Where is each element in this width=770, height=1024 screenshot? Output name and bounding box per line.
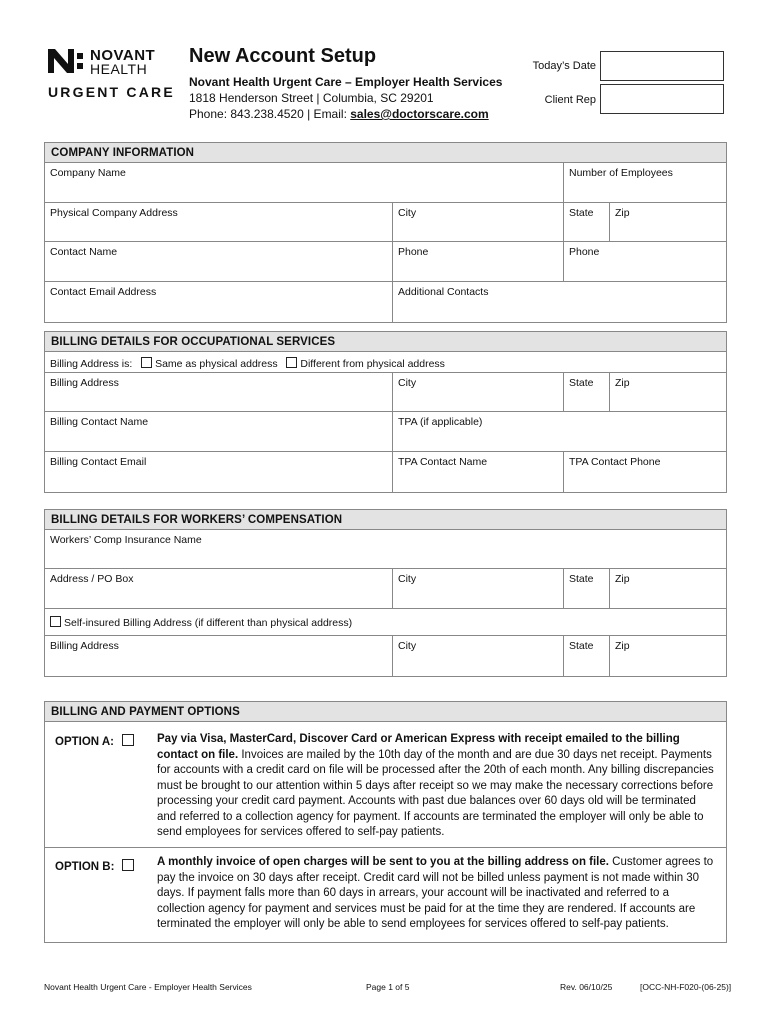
billing-row-3 (45, 452, 726, 492)
company-name-field[interactable] (45, 163, 563, 202)
phone-label: Phone (398, 246, 429, 258)
company-row-3 (45, 242, 726, 282)
self-insured-label: Self-insured Billing Address (if different than physical address) (64, 617, 353, 629)
footer-revision: Rev. 06/10/25 (560, 982, 613, 992)
wc-zip-label: Zip (615, 573, 630, 585)
state-label: State (569, 207, 594, 219)
option-b-bold-text: A monthly invoice of open charges will be sent to you at the billing address on file. (157, 856, 609, 868)
wc-row-2 (45, 569, 726, 609)
billing-city-label: City (398, 377, 417, 389)
phone-2-field[interactable] (563, 242, 726, 281)
option-a-label-group (55, 734, 137, 748)
wc-billing-address-label: Billing Address (50, 640, 119, 652)
billing-row-1 (45, 372, 726, 412)
billing-address-label: Billing Address (50, 377, 119, 389)
wc-billing-state-field[interactable] (563, 636, 609, 676)
billing-workers-comp-section (44, 509, 727, 677)
option-a-body-text: Invoices are mailed by the 10th day of the month and are due 30 days net receipt. Payments for accounts with a credit card on file will be processed after the 20th of each month. Any billing discrepancies must be brought to our attention within 5 days after receipt so we may make the necessary corrections before processing your credit card payment. Accounts with past due balances over 60 days old will be terminated and referred to a collection agency for payment. If accounts are terminated the employer will only be able to send employees for services offered to self-pay patients. (157, 748, 714, 838)
option-b-body-text: Customer agrees to pay the invoice on 30 days after receipt. Credit card will not be billed unless payment is not made within 30 days. If payment falls more than 60 days in arrears, your account will be inactivated and referred to a collection agency for payment and services must be paid for at the time they are rendered. If accounts are terminated the employer will only be able to send employees for services offered to self-pay patients. (157, 856, 714, 930)
zip-label: Zip (615, 207, 630, 219)
tpa-contact-name-label: TPA Contact Name (398, 456, 488, 468)
billing-state-field[interactable] (563, 373, 609, 411)
billing-contact-name-label: Billing Contact Name (50, 416, 149, 428)
wc-address-label: Address / PO Box (50, 573, 134, 585)
option-b-checkbox[interactable] (122, 859, 134, 871)
same-as-physical-label: Same as physical address (155, 358, 278, 370)
option-b-description (157, 855, 716, 933)
billing-contact-name-field[interactable] (45, 412, 392, 451)
option-b-label-group (55, 859, 137, 873)
billing-occupational-section (44, 331, 727, 493)
option-divider (45, 847, 726, 848)
logo-novant-text: NOVANT (90, 47, 156, 64)
city-field[interactable] (392, 203, 563, 241)
wc-row-3 (45, 636, 726, 676)
client-rep-field[interactable] (600, 84, 724, 114)
contact-name-label: Contact Name (50, 246, 118, 258)
option-a-checkbox[interactable] (122, 734, 134, 746)
wc-row-1 (45, 530, 726, 569)
footer-organization: Novant Health Urgent Care - Employer Health Services (44, 982, 252, 992)
billing-state-label: State (569, 377, 594, 389)
organization-subtitle: Novant Health Urgent Care – Employer Health Services (189, 75, 503, 89)
city-label: City (398, 207, 417, 219)
company-information-title: COMPANY INFORMATION (45, 143, 726, 163)
billing-address-field[interactable] (45, 373, 392, 411)
state-field[interactable] (563, 203, 609, 241)
billing-occupational-title: BILLING DETAILS FOR OCCUPATIONAL SERVICES (45, 332, 726, 352)
billing-payment-options-section (44, 701, 727, 943)
wc-billing-zip-label: Zip (615, 640, 630, 652)
number-of-employees-label: Number of Employees (569, 167, 673, 179)
logo-health-text: HEALTH (90, 61, 148, 77)
option-b-label: OPTION B: (55, 861, 115, 873)
wc-zip-field[interactable] (609, 569, 726, 608)
additional-contacts-label: Additional Contacts (398, 286, 489, 298)
logo-urgent-care-text: URGENT CARE (48, 84, 175, 100)
todays-date-field[interactable] (600, 51, 724, 81)
tpa-field[interactable] (392, 412, 726, 451)
billing-zip-label: Zip (615, 377, 630, 389)
novant-n-logo-icon (48, 49, 84, 73)
contact-email-label: Contact Email Address (50, 286, 157, 298)
billing-payment-options-title: BILLING AND PAYMENT OPTIONS (45, 702, 726, 722)
wc-billing-city-label: City (398, 640, 417, 652)
workers-comp-insurance-label: Workers’ Comp Insurance Name (50, 534, 202, 546)
wc-billing-city-field[interactable] (392, 636, 563, 676)
tpa-contact-phone-field[interactable] (563, 452, 726, 492)
different-from-physical-label: Different from physical address (300, 358, 445, 370)
tpa-contact-phone-label: TPA Contact Phone (569, 456, 661, 468)
self-insured-checkbox[interactable] (50, 616, 61, 627)
workers-comp-insurance-field[interactable] (45, 530, 726, 568)
billing-workers-comp-title: BILLING DETAILS FOR WORKERS’ COMPENSATION (45, 510, 726, 530)
zip-field[interactable] (609, 203, 726, 241)
footer-page-number: Page 1 of 5 (366, 982, 410, 992)
physical-address-field[interactable] (45, 203, 392, 241)
organization-address: 1818 Henderson Street | Columbia, SC 29201 (189, 91, 434, 105)
contact-name-field[interactable] (45, 242, 392, 281)
footer-form-code: [OCC-NH-F020-(06-25)] (640, 982, 732, 992)
wc-address-field[interactable] (45, 569, 392, 608)
phone-text: Phone: 843.238.4520 | Email: (189, 107, 351, 121)
option-a-bold-text: Pay via Visa, MasterCard, Discover Card or American Express with receipt emailed to the billing contact on file. (157, 733, 680, 761)
wc-billing-zip-field[interactable] (609, 636, 726, 676)
option-a-label: OPTION A: (55, 736, 114, 748)
billing-row-2 (45, 412, 726, 452)
client-rep-label: Client Rep (544, 94, 596, 106)
contact-email-field[interactable] (45, 282, 392, 322)
company-row-1 (45, 163, 726, 203)
organization-contact (189, 107, 489, 121)
company-information-section (44, 142, 727, 323)
billing-address-is-label: Billing Address is: (50, 358, 133, 370)
wc-city-label: City (398, 573, 417, 585)
wc-state-label: State (569, 573, 594, 585)
option-a-description (157, 732, 716, 841)
phone-field[interactable] (392, 242, 563, 281)
different-from-physical-checkbox[interactable] (286, 357, 297, 368)
physical-address-label: Physical Company Address (50, 207, 178, 219)
billing-address-choice-row (45, 352, 726, 372)
same-as-physical-checkbox[interactable] (141, 357, 152, 368)
wc-city-field[interactable] (392, 569, 563, 608)
company-name-label: Company Name (50, 167, 126, 179)
wc-state-field[interactable] (563, 569, 609, 608)
phone-2-label: Phone (569, 246, 600, 258)
page-title: New Account Setup (189, 45, 377, 67)
billing-contact-email-label: Billing Contact Email (50, 456, 147, 468)
tpa-label: TPA (if applicable) (398, 416, 483, 428)
company-row-4 (45, 282, 726, 322)
billing-contact-email-field[interactable] (45, 452, 392, 492)
email-link[interactable]: sales@doctorscare.com (350, 107, 489, 121)
additional-contacts-field[interactable] (392, 282, 726, 322)
wc-billing-address-field[interactable] (45, 636, 392, 676)
todays-date-label: Today’s Date (532, 60, 596, 72)
billing-city-field[interactable] (392, 373, 563, 411)
number-of-employees-field[interactable] (563, 163, 726, 202)
company-row-2 (45, 203, 726, 242)
wc-billing-state-label: State (569, 640, 594, 652)
self-insured-row (45, 609, 726, 636)
billing-zip-field[interactable] (609, 373, 726, 411)
tpa-contact-name-field[interactable] (392, 452, 563, 492)
